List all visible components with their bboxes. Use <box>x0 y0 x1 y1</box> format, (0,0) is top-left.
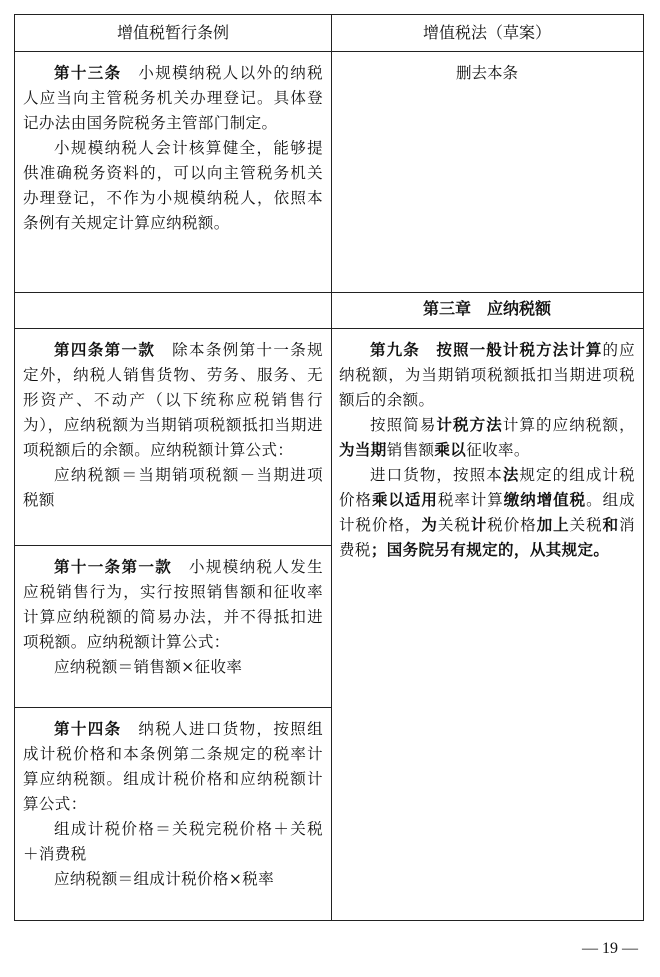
bold-text: 为 <box>421 516 438 534</box>
header-left: 增值税暂行条例 <box>116 23 229 42</box>
row3-left-cell <box>23 338 323 513</box>
bold-text: 和 <box>602 516 620 534</box>
row3-right-cell <box>339 338 635 563</box>
row4-left-cell <box>23 555 323 680</box>
bold-text: 按照一般计税方法计算 <box>419 341 603 359</box>
header-divider <box>15 51 643 52</box>
text-run: 关税 <box>437 516 471 534</box>
article-number: 第九条 <box>370 341 420 359</box>
text-run: 税率计算 <box>437 491 504 509</box>
article-text: 小规模纳税人发生应税销售行为，实行按照销售额和征收率计算应纳税额的简易办法，并不得抵扣进项税额。应纳税额计算公式： <box>23 558 323 651</box>
text-run: 规定的组成计税价格 <box>339 466 635 509</box>
column-divider <box>331 15 332 920</box>
article-text: 除本条例第十一条规定外，纳税人销售货物、劳务、服务、无形资产、不动产（以下统称应税销售行为），应纳税额为当期销项税额抵扣当期进项税额后的余额。应纳税额计算公式： <box>23 341 323 459</box>
article-paragraph <box>339 463 635 563</box>
article-paragraph <box>23 555 323 655</box>
bold-text: 为当期 <box>339 441 387 459</box>
text-run: 。组成计税价格， <box>339 491 635 534</box>
text-run: 进口货物，按照本 <box>370 466 503 484</box>
header-right: 增值税法（草案） <box>422 23 551 42</box>
article-paragraph <box>23 338 323 463</box>
article-text: 纳税人进口货物，按照组成计税价格和本条例第二条规定的税率计算应纳税额。组成计税价格和应纳税额计算公式： <box>23 720 323 813</box>
row-divider <box>15 545 331 546</box>
article-number: 第十一条第一款 <box>54 558 173 576</box>
formula: 应纳税额＝销售额×征收率 <box>54 658 243 676</box>
bold-text: 计 <box>470 516 488 534</box>
article-number: 第四条第一款 <box>54 341 156 359</box>
bold-text: 法 <box>502 466 520 484</box>
bold-text: 乘以 <box>434 441 467 459</box>
row1-left-cell <box>23 61 323 236</box>
article-text: 小规模纳税人以外的纳税人应当向主管税务机关办理登记。具体登记办法由国务院税务主管部门制定。 <box>23 64 323 132</box>
deleted-note: 删去本条 <box>455 64 518 82</box>
article-paragraph <box>339 338 635 413</box>
text-run: 销售额 <box>386 441 435 459</box>
article-text: 的应纳税额，为当期销项税额抵扣当期进项税额后的余额。 <box>339 341 636 409</box>
bold-text: 加上 <box>536 516 570 534</box>
chapter-heading: 第三章 应纳税额 <box>422 299 551 318</box>
article-paragraph <box>339 413 635 463</box>
bold-text: 乘以适用 <box>371 491 438 509</box>
row-divider <box>15 707 331 708</box>
article-number: 第十四条 <box>54 720 122 738</box>
text-run: 计算的应纳税额， <box>502 416 635 434</box>
row5-left-cell <box>23 717 323 892</box>
text-run: 按照简易 <box>370 416 437 434</box>
article-paragraph <box>23 61 323 136</box>
text-run: 税价格 <box>487 516 537 534</box>
formula: 应纳税额＝当期销项税额－当期进项税额 <box>23 466 323 509</box>
comparison-table <box>14 14 644 921</box>
article-number: 第十三条 <box>54 64 122 82</box>
text-run: 消费税 <box>339 516 635 559</box>
text-run: 征收率。 <box>466 441 530 459</box>
page-number: — 19 — <box>582 940 638 957</box>
bold-text: ；国务院另有规定的，从其规定。 <box>370 541 610 559</box>
article-paragraph <box>23 717 323 817</box>
text-run: 关税 <box>569 516 603 534</box>
bold-text: 计税方法 <box>436 416 503 434</box>
formula: 应纳税额＝组成计税价格×税率 <box>54 870 275 888</box>
article-paragraph: 小规模纳税人会计核算健全，能够提供准确税务资料的，可以向主管税务机关办理登记，不作为小规模纳税人，依照本条例有关规定计算应纳税额。 <box>23 139 323 232</box>
formula: 组成计税价格＝关税完税价格＋关税＋消费税 <box>23 820 323 863</box>
row-divider <box>15 328 643 329</box>
bold-text: 缴纳增值税 <box>503 491 587 509</box>
row1-right-cell <box>339 61 635 86</box>
